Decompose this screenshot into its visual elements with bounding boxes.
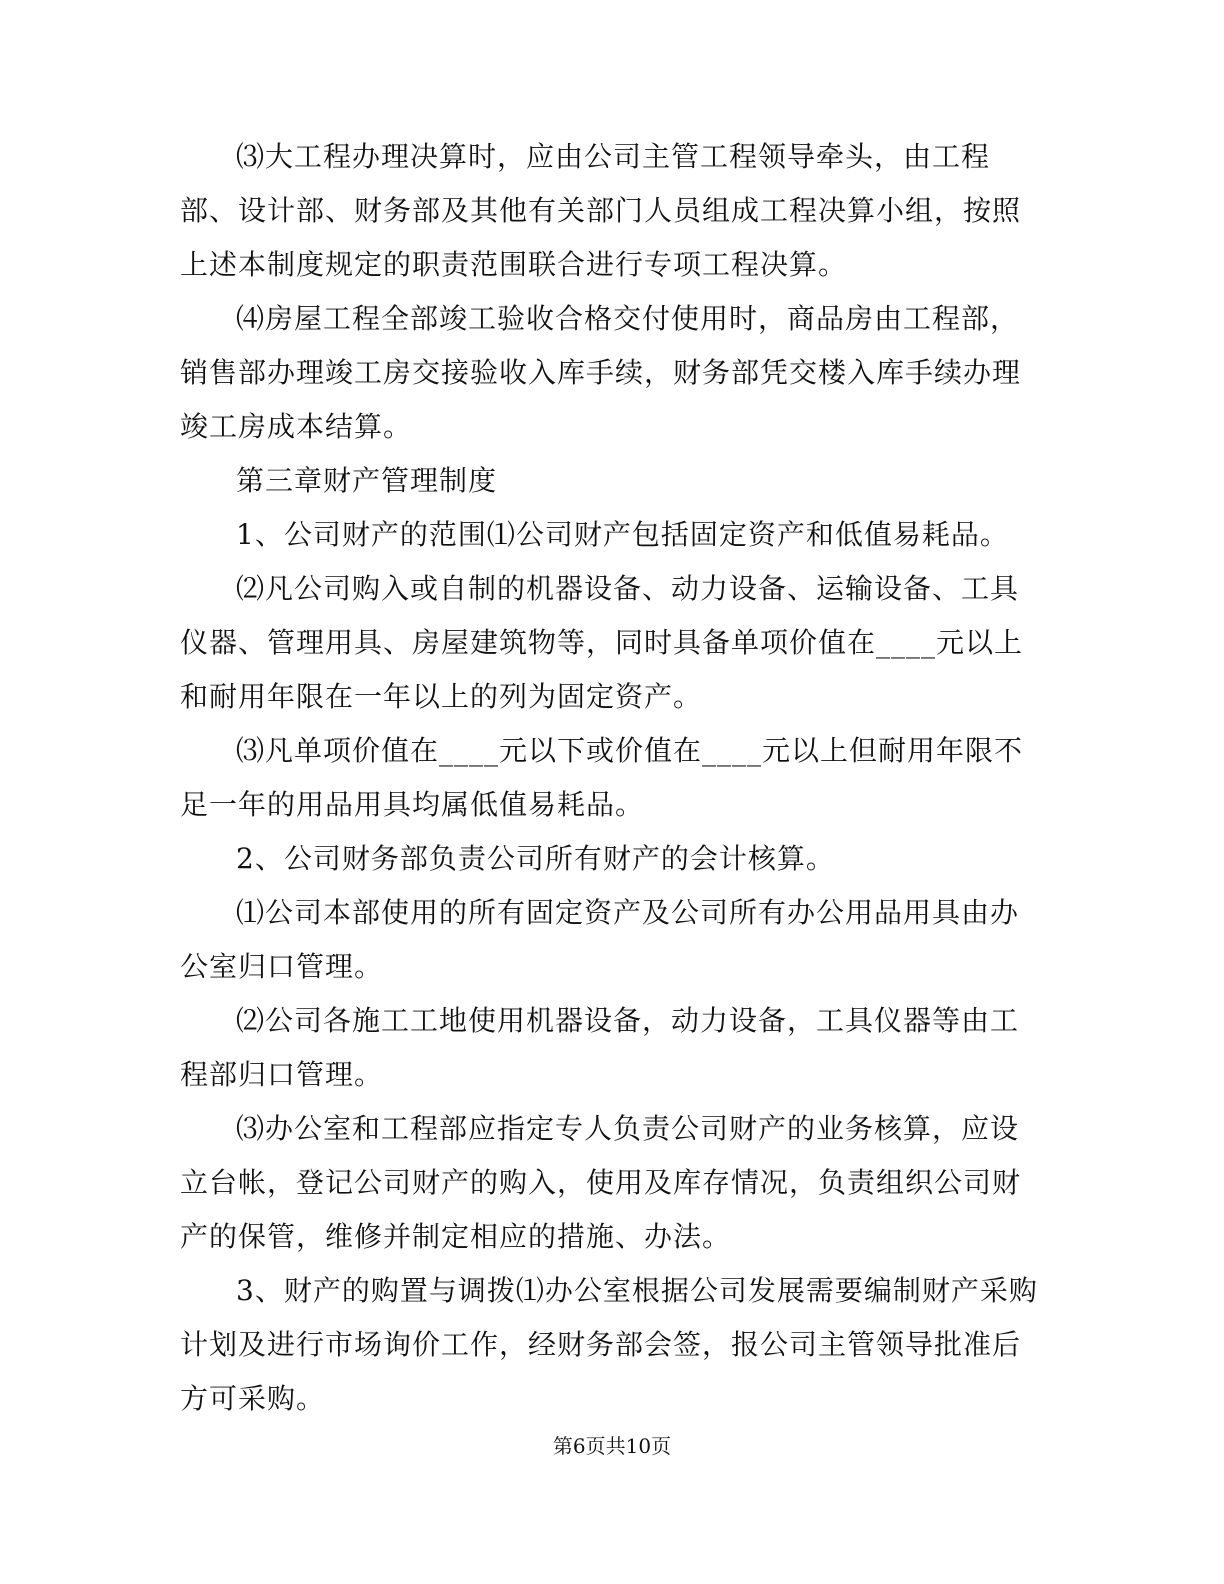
- paragraph-property-scope: 1、公司财产的范围⑴公司财产包括固定资产和低值易耗品。: [236, 518, 1009, 551]
- paragraph-finance-accounting: 2、公司财务部负责公司所有财产的会计核算。: [236, 842, 835, 875]
- page-number-footer: 第6页共10页: [552, 1434, 672, 1458]
- paragraph-fixed-assets: ⑵凡公司购入或自制的机器设备、动力设备、运输设备、工具仪器、管理用具、房屋建筑物等，同时具备单项价值在____元以上和耐用年限在一年以上的列为固定资产。: [180, 572, 1024, 713]
- paragraph-low-value-items: ⑶凡单项价值在____元以下或价值在____元以上但耐用年限不足一年的用品用具均属低值易耗品。: [180, 734, 1024, 821]
- chapter-heading: 第三章财产管理制度: [236, 464, 498, 497]
- paragraph-purchase-allocation: 3、财产的购置与调拨⑴办公室根据公司发展需要编制财产采购计划及进行市场询价工作，经财务部会签，报公司主管领导批准后方可采购。: [180, 1274, 1038, 1415]
- document-body: [180, 130, 1040, 1426]
- paragraph-housing-completion: ⑷房屋工程全部竣工验收合格交付使用时，商品房由工程部，销售部办理竣工房交接验收入库手续，财务部凭交楼入库手续办理竣工房成本结算。: [180, 302, 1022, 443]
- paragraph-property-ledger: ⑶办公室和工程部应指定专人负责公司财产的业务核算，应设立台帐，登记公司财产的购入，使用及库存情况，负责组织公司财产的保管，维修并制定相应的措施、办法。: [180, 1112, 1022, 1253]
- paragraph-engineering-settlement: ⑶大工程办理决算时，应由公司主管工程领导牵头，由工程部、设计部、财务部及其他有关部门人员组成工程决算小组，按照上述本制度规定的职责范围联合进行专项工程决算。: [180, 140, 1022, 281]
- paragraph-engineering-management: ⑵公司各施工工地使用机器设备，动力设备，工具仪器等由工程部归口管理。: [180, 1004, 1020, 1091]
- paragraph-office-management: ⑴公司本部使用的所有固定资产及公司所有办公用品用具由办公室归口管理。: [180, 896, 1020, 983]
